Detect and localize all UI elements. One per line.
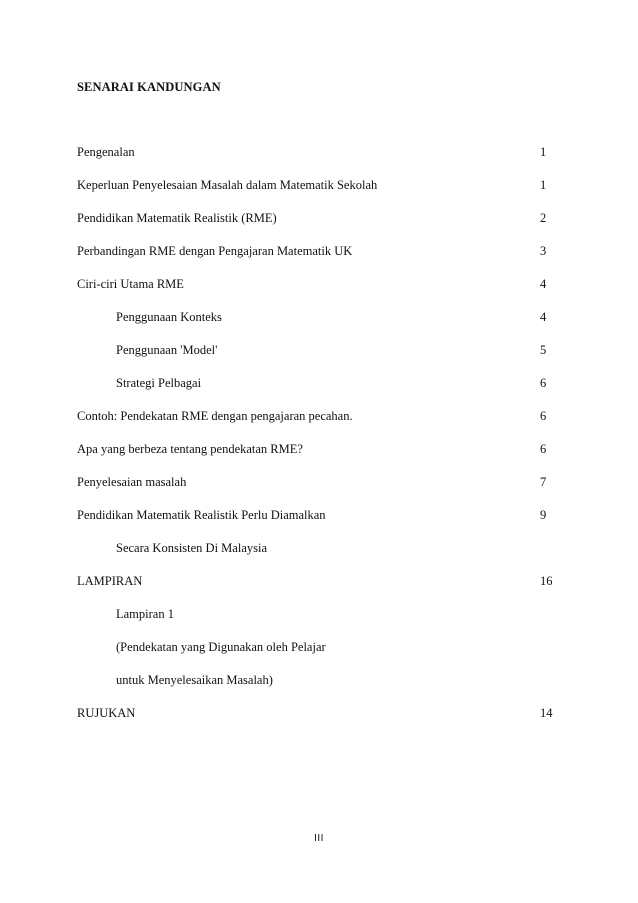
toc-entry-page: 6 bbox=[540, 442, 547, 456]
toc-entry-label: untuk Menyelesaikan Masalah) bbox=[116, 673, 273, 687]
page-number: III bbox=[314, 833, 324, 844]
toc-entry-label: Strategi Pelbagai bbox=[116, 376, 202, 390]
toc-entry bbox=[0, 341, 638, 359]
toc-entry bbox=[0, 473, 638, 491]
toc-entry-label: Contoh: Pendekatan RME dengan pengajaran pecahan. bbox=[77, 409, 353, 423]
toc-entry-page: 3 bbox=[540, 244, 547, 258]
toc-entry-page: 16 bbox=[540, 574, 553, 588]
toc-entry bbox=[0, 539, 638, 557]
toc-entry-label: Pengenalan bbox=[77, 145, 135, 159]
toc-entry-page: 4 bbox=[540, 310, 547, 324]
toc-entry-page: 14 bbox=[540, 706, 553, 720]
toc-entry-label: Lampiran 1 bbox=[116, 607, 174, 621]
toc-entry bbox=[0, 143, 638, 161]
toc-entry-page: 6 bbox=[540, 409, 547, 423]
toc-entry bbox=[0, 440, 638, 458]
toc-entry-page: 4 bbox=[540, 277, 547, 291]
toc-entry-label: Keperluan Penyelesaian Masalah dalam Matematik Sekolah bbox=[77, 178, 378, 192]
toc-entry bbox=[0, 605, 638, 623]
toc-entry-label: LAMPIRAN bbox=[77, 574, 143, 588]
toc-entry-label: Apa yang berbeza tentang pendekatan RME? bbox=[77, 442, 303, 456]
toc-entry bbox=[0, 374, 638, 392]
toc-entry bbox=[0, 506, 638, 524]
toc-entry bbox=[0, 209, 638, 227]
toc-entry-page: 9 bbox=[540, 508, 547, 522]
toc-entry-page: 1 bbox=[540, 145, 547, 159]
toc-title: SENARAI KANDUNGAN bbox=[77, 80, 221, 94]
toc-entry bbox=[0, 308, 638, 326]
toc-entry bbox=[0, 704, 638, 722]
toc-entry-page: 2 bbox=[540, 211, 547, 225]
toc-entry-label: Ciri-ciri Utama RME bbox=[77, 277, 184, 291]
toc-entry bbox=[0, 638, 638, 656]
toc-entry-page: 6 bbox=[540, 376, 547, 390]
toc-entry bbox=[0, 242, 638, 260]
toc-entry-label: Secara Konsisten Di Malaysia bbox=[116, 541, 268, 555]
toc-entry bbox=[0, 572, 638, 590]
toc-entry-label: Pendidikan Matematik Realistik (RME) bbox=[77, 211, 277, 225]
toc-entry-label: Pendidikan Matematik Realistik Perlu Diamalkan bbox=[77, 508, 326, 522]
toc-entry-label: RUJUKAN bbox=[77, 706, 136, 720]
toc-entry-page: 1 bbox=[540, 178, 547, 192]
toc-entry bbox=[0, 407, 638, 425]
toc-entry bbox=[0, 671, 638, 689]
toc-entry-label: (Pendekatan yang Digunakan oleh Pelajar bbox=[116, 640, 326, 654]
toc-entry-label: Penyelesaian masalah bbox=[77, 475, 187, 489]
toc-entry bbox=[0, 176, 638, 194]
toc-entry-page: 7 bbox=[540, 475, 547, 489]
toc-entry bbox=[0, 275, 638, 293]
toc-entry-label: Perbandingan RME dengan Pengajaran Matematik UK bbox=[77, 244, 353, 258]
toc-entry-page: 5 bbox=[540, 343, 547, 357]
toc-entry-label: Penggunaan 'Model' bbox=[116, 343, 218, 357]
toc-entry-label: Penggunaan Konteks bbox=[116, 310, 222, 324]
